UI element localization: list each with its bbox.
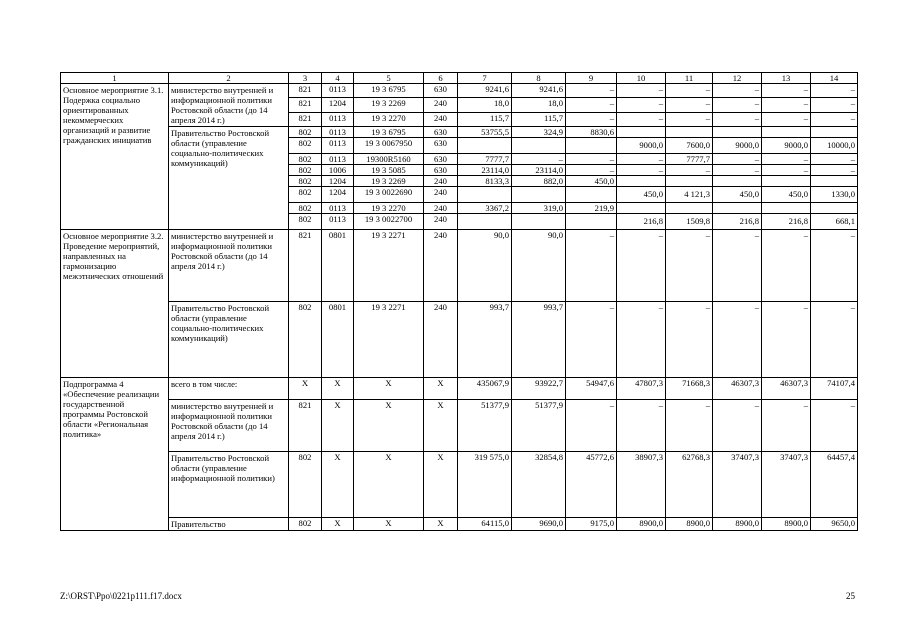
value-cell: 1330,0 [811,187,858,203]
value-cell: – [811,230,858,302]
value-cell: 0801 [322,230,354,302]
value-cell: 450,0 [566,176,617,187]
value-cell: – [762,230,811,302]
value-cell: 8830,6 [566,127,617,138]
value-cell: 668,1 [811,214,858,230]
header-cell: 6 [424,73,458,84]
value-cell: 8133,3 [458,176,512,187]
value-cell [713,176,762,187]
value-cell: 64457,4 [811,452,858,518]
page-number: 25 [846,591,855,601]
value-cell: 90,0 [458,230,512,302]
value-cell: 216,8 [713,214,762,230]
value-cell: 46307,3 [713,378,762,400]
value-cell: 319 575,0 [458,452,512,518]
value-cell [713,203,762,214]
value-cell: 630 [424,165,458,176]
executor-label-cell: Правительство Ростовской области (управление социально-политических коммуникаций) [169,127,289,230]
value-cell: Х [289,378,322,400]
value-cell: 3367,2 [458,203,512,214]
value-cell: – [566,84,617,98]
value-cell: 45772,6 [566,452,617,518]
value-cell: – [617,98,666,112]
value-cell: Х [424,378,458,400]
value-cell: – [811,400,858,452]
value-cell: – [713,84,762,98]
value-cell: 51377,9 [458,400,512,452]
value-cell: Х [322,378,354,400]
value-cell [762,176,811,187]
value-cell: Х [424,518,458,531]
value-cell: 802 [289,154,322,165]
header-cell: 11 [666,73,713,84]
value-cell: 9241,6 [512,84,566,98]
value-cell: 450,0 [617,187,666,203]
value-cell: 10000,0 [811,138,858,154]
value-cell: 450,0 [762,187,811,203]
value-cell: 324,9 [512,127,566,138]
value-cell: 38907,3 [617,452,666,518]
value-cell: 71668,3 [666,378,713,400]
value-cell: 19 3 5085 [354,165,424,176]
value-cell: 0113 [322,127,354,138]
value-cell: 9690,0 [512,518,566,531]
value-cell: – [566,154,617,165]
value-cell: 9000,0 [713,138,762,154]
value-cell: – [713,230,762,302]
value-cell: – [811,154,858,165]
header-cell: 5 [354,73,424,84]
table-row [61,378,858,400]
value-cell [458,187,512,203]
value-cell [811,176,858,187]
value-cell: 47807,3 [617,378,666,400]
value-cell: – [713,165,762,176]
value-cell: 821 [289,84,322,98]
value-cell: – [811,98,858,112]
budget-table [60,72,858,531]
header-cell: 10 [617,73,666,84]
value-cell: 8900,0 [617,518,666,531]
value-cell: 1006 [322,165,354,176]
value-cell: – [666,400,713,452]
value-cell: 7600,0 [666,138,713,154]
value-cell: 821 [289,230,322,302]
value-cell: Х [354,518,424,531]
value-cell: 8900,0 [762,518,811,531]
value-cell: 7777,7 [666,154,713,165]
value-cell: 802 [289,138,322,154]
value-cell: – [566,112,617,126]
value-cell: 93922,7 [512,378,566,400]
value-cell: 8900,0 [666,518,713,531]
value-cell: 62768,3 [666,452,713,518]
value-cell: – [617,165,666,176]
value-cell [762,203,811,214]
value-cell: 240 [424,112,458,126]
value-cell: 0113 [322,84,354,98]
value-cell: 19 3 2269 [354,98,424,112]
value-cell: 802 [289,518,322,531]
value-cell: – [617,230,666,302]
value-cell: 8900,0 [713,518,762,531]
value-cell: Х [354,378,424,400]
program-label-cell: Подпрограмма 4 «Обеспечение реализации государственной программы Ростовской области «Региональная политика» [61,378,169,531]
value-cell: 9000,0 [617,138,666,154]
value-cell: 802 [289,452,322,518]
program-label-cell: Основное мероприятие 3.2. Проведение мероприятий, направленных на гармонизацию межэтнических отношений [61,230,169,378]
value-cell: 0113 [322,214,354,230]
table-body [61,73,858,531]
value-cell [617,127,666,138]
value-cell [617,203,666,214]
value-cell: – [617,302,666,378]
value-cell: 240 [424,176,458,187]
value-cell: 821 [289,98,322,112]
value-cell: 9241,6 [458,84,512,98]
header-cell: 4 [322,73,354,84]
value-cell [811,203,858,214]
value-cell [566,138,617,154]
table-row [61,400,858,452]
value-cell: Х [354,400,424,452]
value-cell: 19300R5160 [354,154,424,165]
value-cell: 37407,3 [713,452,762,518]
table-row [61,518,858,531]
value-cell: 37407,3 [762,452,811,518]
value-cell: 19 3 6795 [354,127,424,138]
value-cell: 802 [289,165,322,176]
value-cell: 993,7 [458,302,512,378]
value-cell: – [713,112,762,126]
value-cell: Х [322,400,354,452]
value-cell [512,214,566,230]
value-cell: 802 [289,214,322,230]
value-cell: 240 [424,230,458,302]
value-cell [666,127,713,138]
value-cell: 216,8 [617,214,666,230]
value-cell: 53755,5 [458,127,512,138]
value-cell [666,203,713,214]
value-cell: – [811,165,858,176]
value-cell [617,176,666,187]
value-cell: 802 [289,176,322,187]
executor-label-cell: министерство внутренней и информационной политики Ростовской области (до 14 апреля 2014 г.) [169,400,289,452]
value-cell: – [666,84,713,98]
value-cell: 46307,3 [762,378,811,400]
value-cell: – [762,165,811,176]
table-row [61,230,858,302]
value-cell: 23114,0 [458,165,512,176]
header-cell: 3 [289,73,322,84]
value-cell: – [811,84,858,98]
document-file-path: Z:\ORST\Ppo\0221p111.f17.docx [60,591,182,601]
value-cell: 19 3 2269 [354,176,424,187]
executor-label-cell: министерство внутренней и информационной политики Ростовской области (до 14 апреля 2014 г.) [169,84,289,127]
value-cell: 115,7 [458,112,512,126]
value-cell: 435067,9 [458,378,512,400]
value-cell: 240 [424,302,458,378]
executor-label-cell: Правительство Ростовской области (управление информационной политики) [169,452,289,518]
value-cell: – [617,84,666,98]
value-cell: – [713,154,762,165]
value-cell: 802 [289,302,322,378]
value-cell: 7777,7 [458,154,512,165]
header-cell: 9 [566,73,617,84]
value-cell [713,127,762,138]
value-cell: 74107,4 [811,378,858,400]
value-cell: 216,8 [762,214,811,230]
value-cell: 0113 [322,154,354,165]
value-cell [458,214,512,230]
value-cell: 1204 [322,187,354,203]
value-cell: Х [322,518,354,531]
value-cell: Х [322,452,354,518]
value-cell: 32854,8 [512,452,566,518]
value-cell [811,127,858,138]
value-cell: – [566,302,617,378]
value-cell: 219,9 [566,203,617,214]
header-row [61,73,858,84]
value-cell: – [666,302,713,378]
executor-label-cell: всего в том числе: [169,378,289,400]
value-cell: – [713,302,762,378]
value-cell: Х [354,452,424,518]
value-cell [762,127,811,138]
value-cell: – [617,112,666,126]
value-cell: – [762,400,811,452]
value-cell: 319,0 [512,203,566,214]
header-cell: 12 [713,73,762,84]
program-label-cell: Основное мероприятие 3.1. Подержка социально ориентированных некоммерческих организаций и развитие гражданских инициатив [61,84,169,230]
table-row [61,452,858,518]
executor-label-cell: министерство внутренней и информационной политики Ростовской области (до 14 апреля 2014 г.) [169,230,289,302]
value-cell: – [762,154,811,165]
value-cell [666,176,713,187]
value-cell [458,138,512,154]
header-cell: 13 [762,73,811,84]
value-cell: 1204 [322,176,354,187]
value-cell: 802 [289,203,322,214]
value-cell: – [713,400,762,452]
value-cell: 115,7 [512,112,566,126]
value-cell: 0113 [322,112,354,126]
value-cell: 1509,8 [666,214,713,230]
value-cell: 802 [289,187,322,203]
value-cell: – [566,98,617,112]
table-row [61,84,858,98]
value-cell: 240 [424,203,458,214]
value-cell: 19 3 6795 [354,84,424,98]
value-cell: – [666,230,713,302]
value-cell [566,187,617,203]
value-cell: 630 [424,127,458,138]
value-cell: – [566,230,617,302]
executor-label-cell: Правительство Ростовской области (управление социально-политических коммуникаций) [169,302,289,378]
value-cell [512,138,566,154]
table-row [61,302,858,378]
value-cell: 18,0 [458,98,512,112]
value-cell: – [566,400,617,452]
value-cell: – [762,302,811,378]
value-cell: – [762,112,811,126]
value-cell: – [713,98,762,112]
value-cell: 802 [289,127,322,138]
value-cell: – [762,84,811,98]
value-cell: 993,7 [512,302,566,378]
value-cell: 19 3 2270 [354,112,424,126]
value-cell: – [811,112,858,126]
value-cell: 240 [424,98,458,112]
value-cell: 19 3 2271 [354,302,424,378]
header-cell: 7 [458,73,512,84]
value-cell: 240 [424,187,458,203]
budget-table-sheet [60,72,857,531]
value-cell: 19 3 0022700 [354,214,424,230]
value-cell: 23114,0 [512,165,566,176]
value-cell: 821 [289,400,322,452]
value-cell: – [762,98,811,112]
header-cell: 1 [61,73,169,84]
value-cell: 0113 [322,203,354,214]
value-cell: 51377,9 [512,400,566,452]
value-cell: – [666,98,713,112]
value-cell: – [666,112,713,126]
value-cell: – [617,154,666,165]
value-cell: 630 [424,154,458,165]
executor-label-cell: Правительство [169,518,289,531]
value-cell: 0113 [322,138,354,154]
value-cell: 450,0 [713,187,762,203]
value-cell: 9650,0 [811,518,858,531]
value-cell: 90,0 [512,230,566,302]
value-cell: 821 [289,112,322,126]
value-cell: 882,0 [512,176,566,187]
header-cell: 2 [169,73,289,84]
header-cell: 14 [811,73,858,84]
value-cell: 630 [424,84,458,98]
value-cell [512,187,566,203]
value-cell: Х [424,452,458,518]
value-cell: 630 [424,138,458,154]
value-cell: – [566,165,617,176]
value-cell: 19 3 2270 [354,203,424,214]
value-cell: 9175,0 [566,518,617,531]
value-cell: 1204 [322,98,354,112]
value-cell: 240 [424,214,458,230]
table-row [61,127,858,138]
value-cell: 9000,0 [762,138,811,154]
value-cell: 64115,0 [458,518,512,531]
value-cell: 19 3 2271 [354,230,424,302]
value-cell: 0801 [322,302,354,378]
value-cell: Х [424,400,458,452]
value-cell: 19 3 0067950 [354,138,424,154]
value-cell [566,214,617,230]
value-cell: 18,0 [512,98,566,112]
value-cell: 54947,6 [566,378,617,400]
value-cell: – [811,302,858,378]
value-cell: 4 121,3 [666,187,713,203]
value-cell: 19 3 0022690 [354,187,424,203]
value-cell: – [666,165,713,176]
header-cell: 8 [512,73,566,84]
value-cell: – [617,400,666,452]
value-cell: – [512,154,566,165]
